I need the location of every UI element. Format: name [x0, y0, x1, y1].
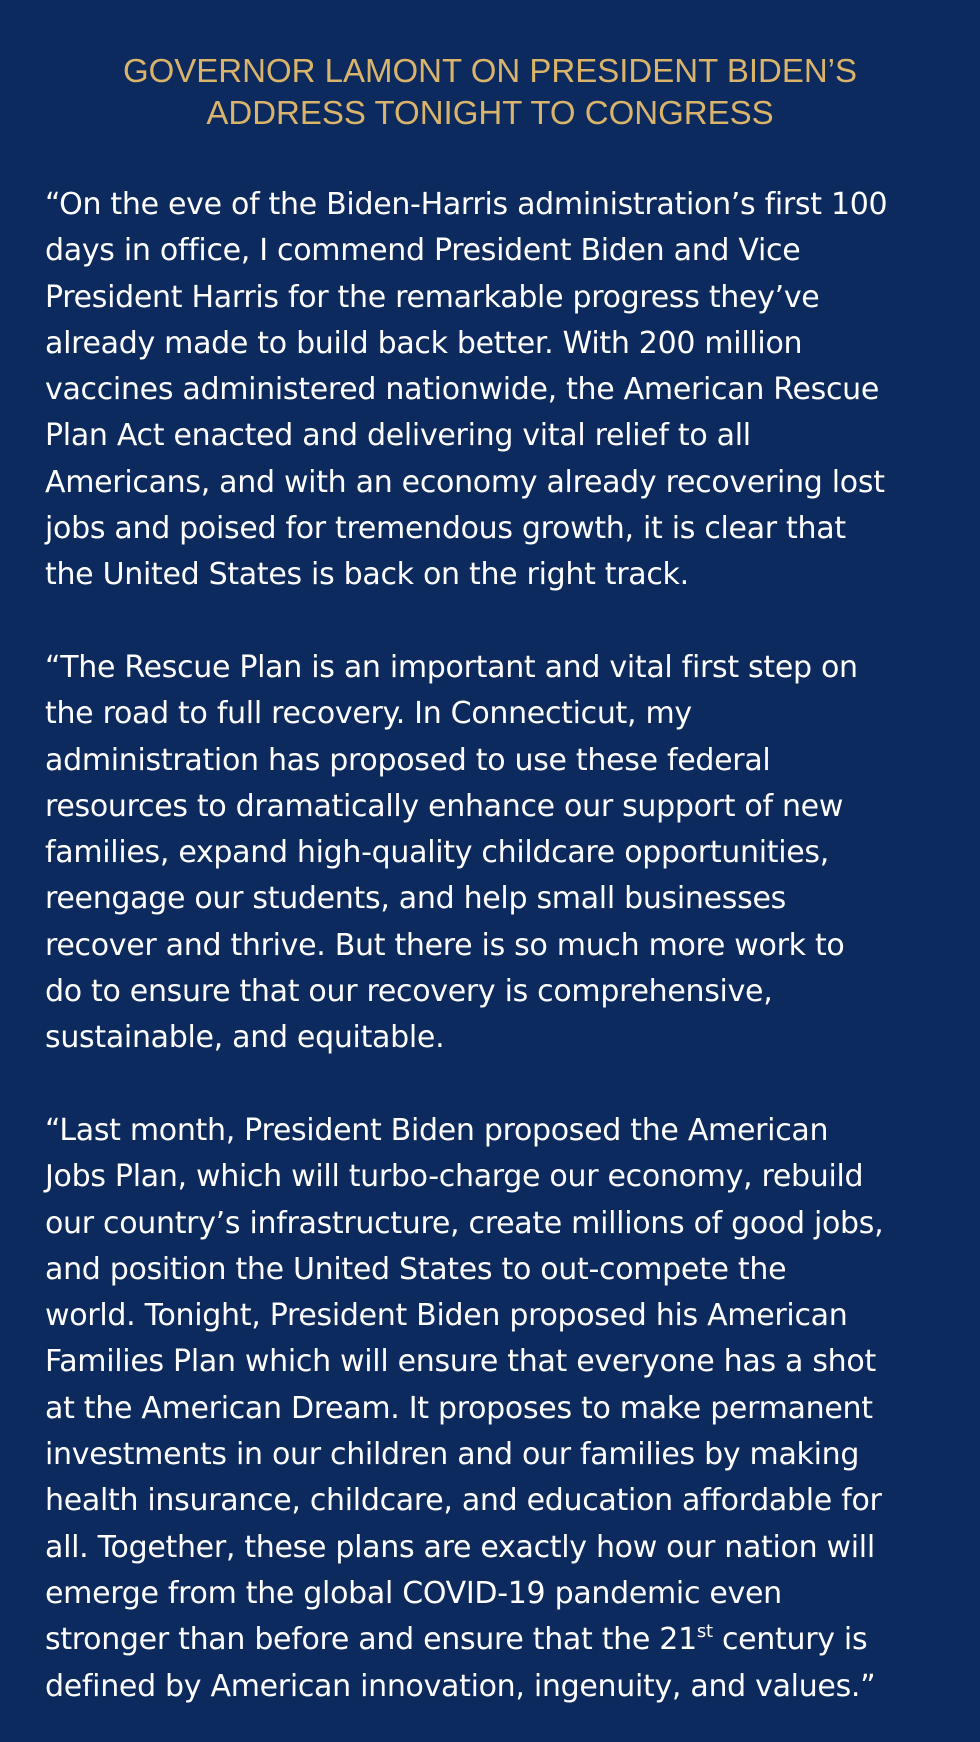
paragraph-line: “The Rescue Plan is an important and vital first step on — [45, 650, 858, 685]
paragraph-line: the road to full recovery. In Connecticut, my — [45, 696, 692, 732]
title-line-2: ADDRESS TONIGHT TO CONGRESS — [206, 94, 774, 131]
paragraph-line: “Last month, President Biden proposed the American — [45, 1113, 829, 1148]
paragraph-line: Families Plan which will ensure that everyone has a shot — [45, 1344, 876, 1380]
paragraph-3 — [45, 1108, 945, 1710]
paragraph-line: emerge from the global COVID-19 pandemic even — [45, 1575, 782, 1611]
paragraph-line: jobs and poised for tremendous growth, it is clear that — [45, 511, 846, 547]
paragraph-line: at the American Dream. It proposes to make permanent — [45, 1390, 873, 1426]
paragraph-line-with-superscript — [45, 1617, 945, 1663]
paragraph-line: health insurance, childcare, and education affordable for — [45, 1483, 882, 1519]
ordinal-superscript: st — [696, 1621, 713, 1643]
paragraph-line: Plan Act enacted and delivering vital relief to all — [45, 418, 751, 454]
paragraph-line: our country’s infrastructure, create millions of good jobs, — [45, 1205, 884, 1241]
paragraph-line: the United States is back on the right track. — [45, 557, 689, 593]
paragraph-line: do to ensure that our recovery is comprehensive, — [45, 974, 773, 1010]
paragraph-1 — [45, 182, 945, 599]
line-text-after: century is — [712, 1622, 868, 1658]
paragraph-line: and position the United States to out-compete the — [45, 1251, 787, 1287]
paragraph-line: administration has proposed to use these federal — [45, 742, 771, 778]
paragraph-line: “On the eve of the Biden-Harris administration’s first 100 — [45, 187, 888, 222]
paragraph-line: President Harris for the remarkable progress they’ve — [45, 279, 820, 315]
paragraph-line: all. Together, these plans are exactly how our nation will — [45, 1529, 875, 1565]
line-text-before: stronger than before and ensure that the 21 — [45, 1622, 697, 1658]
paragraph-line: already made to build back better. With 200 million — [45, 325, 803, 361]
paragraph-line: recover and thrive. But there is so much more work to — [45, 927, 845, 963]
paragraph-line: families, expand high-quality childcare opportunities, — [45, 835, 829, 871]
title-line-1: GOVERNOR LAMONT ON PRESIDENT BIDEN’S — [122, 52, 858, 89]
paragraph-line: sustainable, and equitable. — [45, 1020, 445, 1056]
paragraph-2 — [45, 645, 945, 1062]
paragraph-line: defined by American innovation, ingenuity, and values.” — [45, 1668, 876, 1704]
paragraph-line: reengage our students, and help small businesses — [45, 881, 786, 917]
paragraph-line: days in office, I commend President Biden and Vice — [45, 233, 801, 269]
paragraph-line: resources to dramatically enhance our support of new — [45, 788, 844, 824]
statement-title — [0, 50, 980, 134]
paragraph-line: Americans, and with an economy already recovering lost — [45, 464, 885, 500]
paragraph-line: investments in our children and our families by making — [45, 1437, 860, 1473]
paragraph-line: world. Tonight, President Biden proposed his American — [45, 1298, 848, 1334]
paragraph-line: vaccines administered nationwide, the American Rescue — [45, 372, 880, 408]
paragraph-line: Jobs Plan, which will turbo-charge our economy, rebuild — [45, 1159, 864, 1195]
